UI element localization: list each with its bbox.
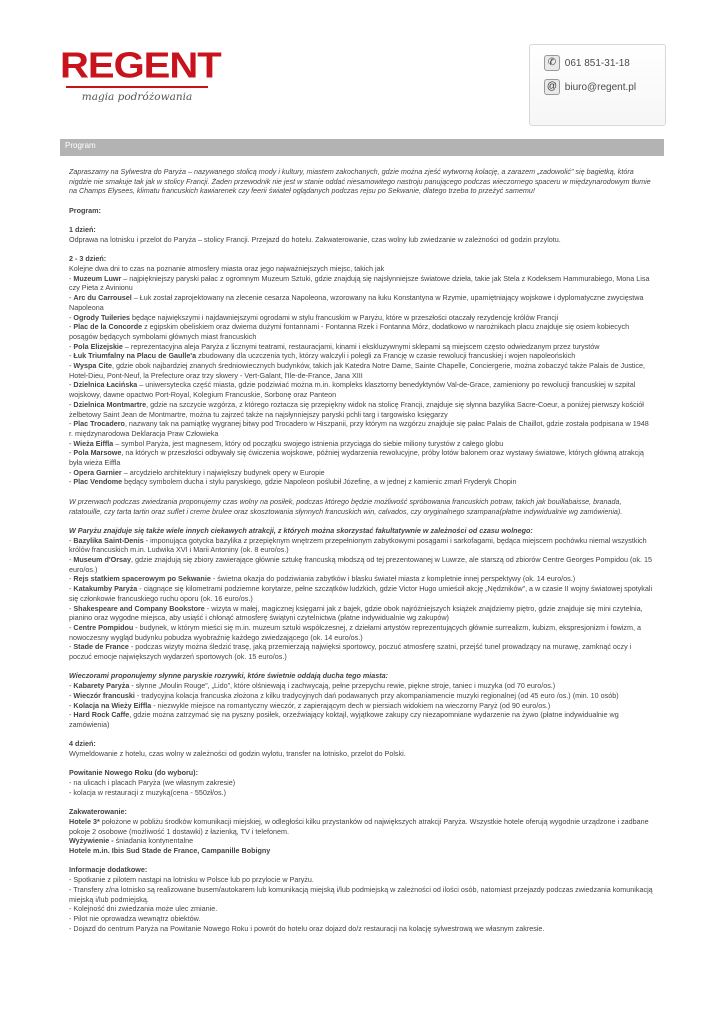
extra-attraction-item-name: Bazylika Saint-Denis <box>73 535 144 545</box>
extra-attraction-item-text: - budynek, w którym mieści się m.in. muzeum sztuki współczesnej, z dziełami artystów reprezentujących głównie surrealizm, kubizm, ekspresjonizm i fowizm, a nowoczesny wygląd budynku pobudza wyobraźnię każdego zwiedzającego (ok. 14 euro/os.) <box>69 622 641 642</box>
logo-tagline: magia podróżowania <box>66 86 208 111</box>
attraction-item-text: – Łuk został zaprojektowany na zlecenie cesarza Napoleona, wzorowany na łuku Konstantyna w Rzymie, upamiętniający wojskowe i dyplomatyczne zwycięstwa Napoleona <box>69 293 644 312</box>
extra-attraction-item <box>69 604 654 623</box>
attraction-item <box>69 448 654 467</box>
info-item: - Pilot nie oprowadza wewnątrz obiektów. <box>69 913 201 923</box>
attraction-item-name: Arc du Carrousel <box>73 293 132 303</box>
day23-title: 2 - 3 dzień: <box>69 254 107 264</box>
list-dash: - <box>69 690 74 700</box>
at-icon: @ <box>544 79 560 95</box>
attraction-item-text: , na których w przeszłości odbywały się ćwiczenia wojskowe, później wydarzenia rewolucyjne, próby lotów balonem oraz wystawy światowe, których główną atrakcją była wieża Eiffla <box>69 448 644 468</box>
extra-attraction-item-text: - wizyta w małej, magicznej księgarni jak z bajek, gdzie obok najróżniejszych książek znajdziemy piętro, gdzie znajduje się mini czytelnia, pianino oraz wygodne miejsca, aby usiąść i chłonąć atmosferę świątyni czytelnictwa (płatne indywidualnie wg zakupów) <box>69 603 643 623</box>
evening-item-text: - słynne „Moulin Rouge”, „Lido”, które olśniewają i zachwycają, pełne przepychu rewie, piękne stroje, taniec i muzyka (od 70 euro/os.) <box>129 681 556 691</box>
attraction-item <box>69 361 654 380</box>
attraction-item-text: zbudowany dla uczczenia tych, którzy walczyli i polegli za Francję w czasie rewolucji francuskiej i wojen napoleońskich <box>196 351 576 361</box>
list-dash: - <box>69 603 74 613</box>
extra-attraction-item-text: - imponująca gotycka bazylika z przepięknym wnętrzem przepełnionym zabytkowymi posągami i sarkofagami, będąca miejscem pochówku niemal wszystkich królów francuskich m.in. Ludwika XVI i Marii Antoniny (ok. 8 euro/os.) <box>69 535 647 555</box>
list-dash: - <box>69 312 74 322</box>
board-label: Wyżywienie - <box>69 836 114 846</box>
attraction-item-name: Wyspa Cite <box>73 361 113 371</box>
attraction-item-name: Pola Elizejskie <box>73 341 123 351</box>
list-dash: - <box>69 584 74 594</box>
day4-title: 4 dzień: <box>69 739 96 749</box>
list-dash: - <box>69 351 74 361</box>
attraction-item <box>69 439 654 449</box>
attraction-item-text: z egipskim obeliskiem oraz dwiema dużymi fontannami - Fontanna Rzek i Fontanna Mórz, dodatkowo w narożnikach placu znajduje się osiem kobiecych posągów będących symbolami głównych miast francuskich <box>69 322 630 341</box>
attraction-item-name: Plac Vendome <box>73 477 123 487</box>
phone-number: 061 851-31-18 <box>564 58 630 69</box>
attraction-item-name: Łuk Triumfalny na Placu de Gaulle'a <box>73 351 197 361</box>
phone-icon: ✆ <box>544 55 560 71</box>
food-note: W przerwach podczas zwiedzania proponujemy czas wolny na posiłek, podczas którego będzie możliwość spróbowania francuskich potraw, takich jak bouillabaisse, branada, ratatouille, czy tarta tartin oraz suflet i creme brulee oraz skosztowania słynnych francuskich win, calvados, czy oryginalnego szampana(płatne indywidualnie wg zamówienia). <box>69 496 623 516</box>
attraction-item-text: , nazwany tak na pamiątkę wygranej bitwy pod Trocadero w Hiszpanii, przy którym na wzgórzu znajduje się pałac Palais de Chaillot, gdzie została podpisana w 1948 r. międzynarodowa Deklaracja Praw Człowieka <box>69 419 649 438</box>
program-heading: Program: <box>69 205 101 215</box>
phone-row <box>544 55 630 73</box>
section-title: Program <box>65 141 96 150</box>
extra-attraction-item-text: , gdzie znajdują się zbiory zawierające głównie sztukę francuską młodszą od tej prezentowanej w Luwrze, ale starszą od zbiorów Centre Georges Pompidou (ok. 15 euro/os.) <box>69 555 652 574</box>
hotel-label: Hotele 3* <box>69 816 100 826</box>
contact-box <box>529 44 666 126</box>
evening-item <box>69 681 654 691</box>
hotel-examples: Hotele m.in. Ibis Sud Stade de France, Campanille Bobigny <box>69 846 271 856</box>
attraction-item <box>69 274 654 293</box>
info-title: Informacje dodatkowe: <box>69 865 148 875</box>
attraction-item <box>69 380 654 399</box>
attraction-item-name: Dzielnica Łacińska <box>73 380 138 390</box>
page-header <box>0 0 724 140</box>
list-dash: - <box>69 380 74 390</box>
list-dash: - <box>69 341 74 351</box>
list-dash: - <box>69 419 74 429</box>
evening-item-name: Kabarety Paryża <box>73 681 130 691</box>
attraction-item-text: – uniwersytecka część miasta, gdzie podziwiać można m.in. kompleks klasztorny benedyktynów Val-de-Grace, zamieniony po rewolucji francuskiej w szpital wojskowy, dawne opactwo Port-Royal, Kolegium Francuskie, Sorbonę oraz Panteon <box>69 380 636 400</box>
day23-lead: Kolejne dwa dni to czas na poznanie atmosfery miasta oraz jego najważniejszych miejsc, takich jak <box>69 263 385 273</box>
regent-logo[interactable] <box>60 46 221 108</box>
list-dash: - <box>69 477 74 487</box>
list-dash: - <box>69 700 74 710</box>
attraction-item-name: Opera Garnier <box>73 467 122 477</box>
evening-item-text: - niezwykle miejsce na romantyczny wieczór, z zapierającym dech w piersiach widokiem na wieczorny Paryż (od 90 euro/os.) <box>151 700 551 710</box>
info-item: - Transfery z/na lotnisko są realizowane busem/autokarem lub komunikacją miejską i/lub podmiejską w zależności od ilości osób, natomiast przejazdy podczas zwiedzania komunikacją miejską i/lub podmiejską. <box>69 884 653 904</box>
attraction-item-name: Ogrody Tuileries <box>73 312 130 322</box>
attraction-item <box>69 419 654 438</box>
extra-attraction-item-name: Stade de France <box>73 642 129 652</box>
list-dash: - <box>69 361 74 371</box>
extra-attraction-item-name: Museum d'Orsay <box>73 555 132 565</box>
evening-item <box>69 691 654 701</box>
hotel-text: położone w pobliżu środków komunikacji miejskiej, w odległości kilku przystanków od największych atrakcji Paryża. Wszystkie hotele oferują wygodnie urządzone i zadbane pokoje 2 osobowe (możliwość 1 dostawki) z łazienką, TV i telefonem. <box>69 816 649 836</box>
day1-title: 1 dzień: <box>69 225 96 235</box>
list-dash: - <box>69 622 74 632</box>
attraction-item <box>69 322 654 341</box>
attraction-item-name: Muzeum Luwr <box>73 273 122 283</box>
intro-text: Zapraszamy na Sylwestra do Paryża – nazywanego stolicą mody i kultury, miastem zakochanych, gdzie można zjeść wytworną kolację, a zarazem „zadowolić” się bagietką, która nigdzie nie smakuje tak jak w stolicy Francji. Żaden przewodnik nie jest w stanie oddać niesamowitego nastroju panującego podczas wieczornego spaceru w międzynarodowym tłumie na Champs Elysees, klimatu francuskich kawiarenek czy feerii świateł oglądanych podczas rejsu po Sekwanie, dlatego trzeba to przeżyć samemu! <box>69 167 651 196</box>
attraction-item-name: Plac Trocadero <box>73 419 125 429</box>
list-dash: - <box>69 535 74 545</box>
extra-attraction-item-name: Centre Pompidou <box>73 622 134 632</box>
evening-item-text: - tradycyjna kolacja francuska złożona z kilku tradycyjnych dań podawanych przy akompaniamencie muzyki regionalnej (od 45 euro /os.) (min. 10 osób) <box>134 690 619 700</box>
list-dash: - <box>69 273 74 283</box>
list-dash: - <box>69 293 74 303</box>
attraction-item-name: Wieża Eiffla <box>73 438 114 448</box>
extra-attraction-item <box>69 642 654 661</box>
evening-item-name: Kolacja na Wieży Eiffla <box>73 700 152 710</box>
extra-attraction-item-text: - ciągnące się kilometrami podziemne korytarze, pełne szczątków ludzkich, gdzie Victor Hugo umieścił akcję „Nędzników”, a w czasie II wojny światowej spotykali się członkowie francuskiego ruchu oporu (ok. 16 euro/os.) <box>69 584 653 603</box>
list-dash: - <box>69 642 74 652</box>
attraction-item-text: – najpiękniejszy paryski pałac z ogromnym Muzeum Sztuki, gdzie znajdują się najsłynniejsze światowe dzieła, takie jak Stela z Kodeksem Hammurabiego, Mona Lisa czy Pieta z Avinionu <box>69 273 650 293</box>
evenings-title: Wieczorami proponujemy słynne paryskie rozrywki, które świetnie oddają ducha tego miasta: <box>69 671 389 681</box>
extra-attraction-item-name: Shakespeare and Company Bookstore <box>73 603 205 613</box>
attraction-item <box>69 468 654 478</box>
new-year-option: - na ulicach i placach Paryża (we własnym zakresie) <box>69 778 236 788</box>
new-year-title: Powitanie Nowego Roku (do wyboru): <box>69 768 198 778</box>
new-year-option: - kolacja w restauracji z muzyką(cena - 550zł/os.) <box>69 787 226 797</box>
list-dash: - <box>69 438 74 448</box>
hotel-description <box>69 817 654 836</box>
attraction-item-name: Dzielnica Montmartre <box>73 399 147 409</box>
list-dash: - <box>69 710 74 720</box>
list-dash: - <box>69 467 74 477</box>
extra-attraction-item <box>69 574 654 584</box>
accommodation-title: Zakwaterowanie: <box>69 807 127 817</box>
attraction-item <box>69 351 654 361</box>
evenings-list <box>69 681 654 730</box>
extra-attraction-item <box>69 536 654 555</box>
extra-attraction-item <box>69 555 654 574</box>
extra-attraction-item-name: Katakumby Paryża <box>73 584 138 594</box>
info-item: - Kolejność dni zwiedzania może ulec zmianie. <box>69 904 218 914</box>
attractions-list <box>69 274 654 487</box>
extra-attraction-item-name: Rejs statkiem spacerowym po Sekwanie <box>73 574 211 584</box>
attraction-item-text: – symbol Paryża, jest magnesem, który od początku swojego istnienia przyciąga do siebie miliony turystów z całego globu <box>113 438 504 448</box>
email-row[interactable] <box>544 79 636 97</box>
attraction-item-text: , gdzie obok najbardziej znanych średniowiecznych budynków, takich jak Katedra Notre Dame, Sainte Chapelle, Conciergerie, można zobaczyć także Palais de Justice, Hotel-Dieu, Pont-Neuf, la Prefecture oraz trzy skwery - Vert-Galant, l'Ile-de-France, Jana XIII <box>69 361 645 380</box>
logo-wordmark: REGENT <box>60 46 221 86</box>
attraction-item <box>69 400 654 419</box>
extras-list <box>69 536 654 662</box>
evening-item-name: Hard Rock Caffe <box>73 710 130 720</box>
list-dash: - <box>69 555 74 565</box>
attraction-item <box>69 477 654 487</box>
list-dash: - <box>69 681 74 691</box>
evening-item-text: , gdzie można zatrzymać się na pyszny posiłek, orzeźwiający koktajl, wyjątkowe zakupy czy niezapomniane wydarzenie na żywo (płatne indywidualnie wg zamówienia) <box>69 710 619 729</box>
attraction-item-name: Plac de la Concorde <box>73 322 143 332</box>
attraction-item <box>69 342 654 352</box>
section-bar <box>60 139 664 156</box>
attraction-item-text: , gdzie na szczycie wzgórza, z którego roztacza się przepiękny widok na stolicę Francji, znajduje się słynna bazylika Sacre-Coeur, a poniżej pierwszy kościół żelbetowy Saint Jean de Montmartre, można tu zajrzeć także na najsłynniejszy paryski pchli targ i targowisko księgarzy <box>69 399 644 419</box>
attraction-item <box>69 293 654 312</box>
list-dash: - <box>69 322 74 332</box>
attraction-item <box>69 313 654 323</box>
attraction-item-text: – reprezentacyjna aleja Paryża z licznymi teatrami, restauracjami, kinami i ekskluzywnymi sklepami są miejscem często odwiedzanym przez turystów <box>122 341 600 351</box>
attraction-item-name: Pola Marsowe <box>73 448 122 458</box>
extra-attraction-item-text: - podczas wizyty można śledzić trasę, jaką przemierzają najwięksi sportowcy, poczuć atmosferę szatni, przejść tunel prowadzący na murawę, zamknąć oczy i poczuć emocje największych wydarzeń sportowych (ok. 15 euro/os.) <box>69 642 632 662</box>
evening-item <box>69 710 654 729</box>
day1-text: Odprawa na lotnisku i przelot do Paryża – stolicy Francji. Przejazd do hotelu. Zakwaterowanie, czas wolny lub zwiedzanie w zależności od godzin przylotu. <box>69 234 561 244</box>
extra-attraction-item-text: - świetna okazja do podziwiania zabytków i blasku świateł miasta z kompletnie innej perspektywy (ok. 14 euro/os.) <box>210 574 576 584</box>
attraction-item-text: – arcydzieło architektury i największy budynek opery w Europie <box>121 467 325 477</box>
evening-item <box>69 701 654 711</box>
extras-title: W Paryżu znajduje się także wiele innych ciekawych atrakcji, z których można skorzystać fakultatywnie w zależności od czasu wolnego: <box>69 525 533 535</box>
program-content <box>69 167 654 933</box>
list-dash: - <box>69 574 74 584</box>
extra-attraction-item <box>69 623 654 642</box>
email-address[interactable]: biuro@regent.pl <box>564 82 637 93</box>
info-item: - Dojazd do centrum Paryża na Powitanie Nowego Roku i powrót do hotelu oraz dojazd do/z restauracji na kolację sylwestrową we własnym zakresie. <box>69 923 545 933</box>
board-text: śniadania kontynentalne <box>113 836 194 846</box>
list-dash: - <box>69 448 74 458</box>
list-dash: - <box>69 399 74 409</box>
info-item: - Spotkanie z pilotem nastąpi na lotnisku w Polsce lub po przylocie w Paryżu. <box>69 875 314 885</box>
extra-attraction-item <box>69 584 654 603</box>
board-line <box>69 836 654 846</box>
attraction-item-text: będący symbolem ducha i stylu paryskiego, gdzie Napoleon poślubił Józefinę, a w jednej z kamienic zmarł Fryderyk Chopin <box>122 477 517 487</box>
day4-text: Wymeldowanie z hotelu, czas wolny w zależności od godzin wylotu, transfer na lotnisko, przelot do Polski. <box>69 749 406 759</box>
evening-item-name: Wieczór francuski <box>73 690 135 700</box>
attraction-item-text: będące największymi i najdawniejszymi ogrodami w stylu francuskim w Paryżu, które w przeszłości otaczały rezydencję królów Francji <box>129 312 559 322</box>
